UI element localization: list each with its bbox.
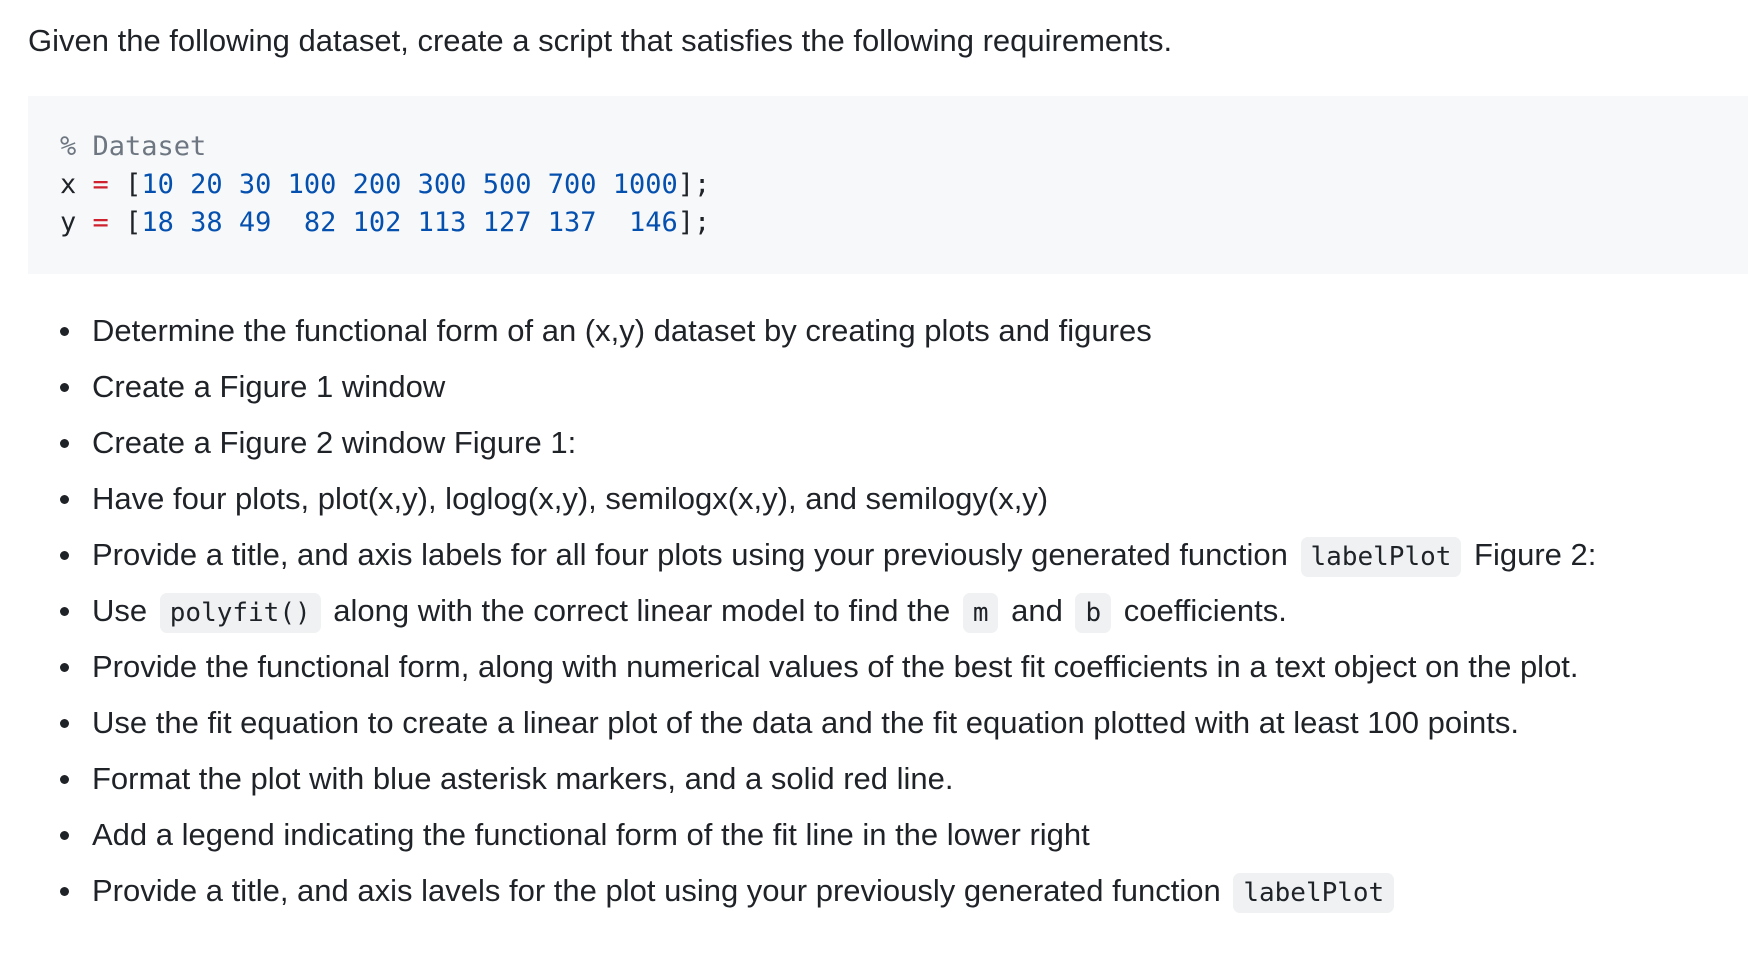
code-var-y: y [60, 207, 77, 238]
code-comment: % Dataset [60, 131, 207, 162]
code-close-y: ]; [677, 207, 711, 238]
list-item [0, 695, 1596, 751]
list-item [0, 471, 1596, 527]
list-item-text: Provide the functional form, along with numerical values of the best fit coefficients in a text object on the plot. [92, 649, 1579, 684]
code-values-x: 10 20 30 100 200 300 500 700 1000 [141, 169, 678, 200]
list-item-text: Provide a title, and axis labels for all four plots using your previously generated function [92, 537, 1288, 572]
bullet-icon [60, 887, 69, 896]
list-item-text-middle: along with the correct linear model to find the [333, 593, 951, 628]
bullet-icon [60, 719, 69, 728]
list-item-text: Determine the functional form of an (x,y) dataset by creating plots and figures [92, 313, 1152, 348]
code-values-y: 18 38 49 82 102 113 127 137 146 [141, 207, 678, 238]
list-item [0, 415, 1596, 471]
list-item-text: Create a Figure 1 window [92, 369, 446, 404]
list-item-text: Create a Figure 2 window Figure 1: [92, 425, 577, 460]
list-item-text: Use [92, 593, 148, 628]
code-close-x: ]; [677, 169, 711, 200]
bullet-icon [60, 831, 69, 840]
code-line-y [60, 204, 1748, 242]
inline-code-m: m [963, 593, 999, 633]
list-item [0, 527, 1596, 583]
code-op-x: = [92, 169, 109, 200]
inline-code-labelplot: labelPlot [1301, 537, 1462, 577]
code-comment-line [60, 128, 1748, 166]
bullet-icon [60, 663, 69, 672]
code-line-x [60, 166, 1748, 204]
inline-code-b: b [1075, 593, 1111, 633]
list-item-text: Provide a title, and axis lavels for the plot using your previously generated function [92, 873, 1221, 908]
list-item [0, 807, 1596, 863]
bullet-icon [60, 607, 69, 616]
bullet-icon [60, 383, 69, 392]
list-item [0, 303, 1596, 359]
bullet-icon [60, 439, 69, 448]
code-var-x: x [60, 169, 77, 200]
list-item-text-and: and [1011, 593, 1063, 628]
list-item-text: Format the plot with blue asterisk markers, and a solid red line. [92, 761, 954, 796]
list-item [0, 751, 1596, 807]
list-item-text-after: coefficients. [1123, 593, 1287, 628]
inline-code-polyfit: polyfit() [160, 593, 321, 633]
list-item [0, 359, 1596, 415]
list-item-text-after: Figure 2: [1474, 537, 1597, 572]
list-item-text: Use the fit equation to create a linear plot of the data and the fit equation plotted with at least 100 points. [92, 705, 1519, 740]
list-item-text: Have four plots, plot(x,y), loglog(x,y), semilogx(x,y), and semilogy(x,y) [92, 481, 1049, 516]
code-block [28, 96, 1748, 274]
code-op-y: = [92, 207, 109, 238]
list-item [0, 639, 1596, 695]
code-open-x: [ [125, 169, 142, 200]
intro-text: Given the following dataset, create a script that satisfies the following requirements. [28, 23, 1173, 58]
bullet-icon [60, 327, 69, 336]
bullet-icon [60, 495, 69, 504]
list-item [0, 583, 1596, 639]
bullet-icon [60, 551, 69, 560]
inline-code-labelplot: labelPlot [1233, 873, 1394, 913]
list-item [0, 863, 1596, 919]
bullet-icon [60, 775, 69, 784]
requirements-list [0, 303, 1596, 919]
code-open-y: [ [125, 207, 142, 238]
list-item-text: Add a legend indicating the functional form of the fit line in the lower right [92, 817, 1090, 852]
